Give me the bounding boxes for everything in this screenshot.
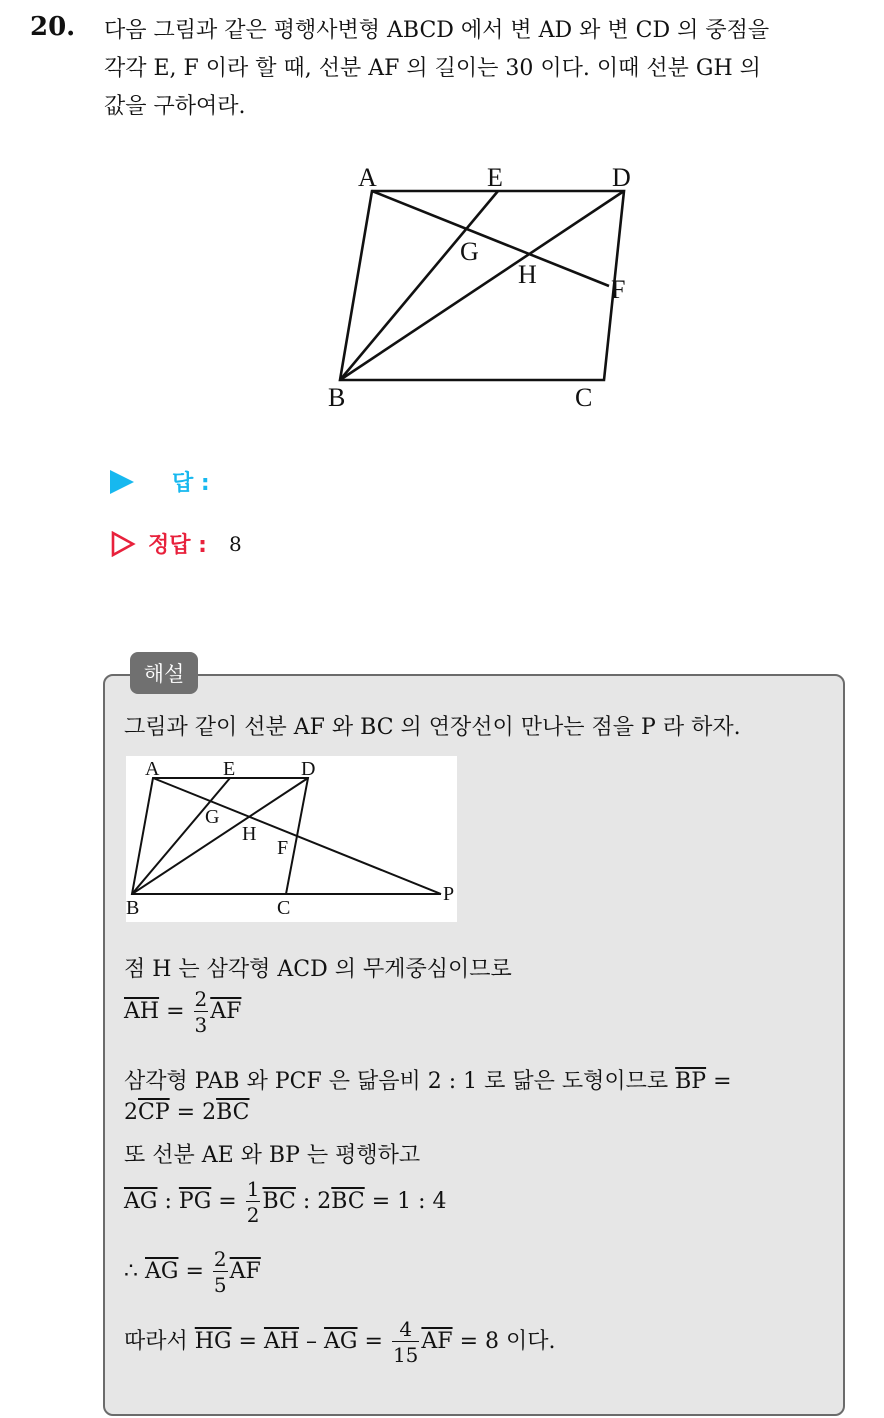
extended-figure bbox=[126, 756, 457, 922]
label-e: E bbox=[487, 163, 503, 192]
filled-triangle-icon bbox=[110, 470, 134, 494]
solution-line-2: 점 H 는 삼각형 ACD 의 무게중심이므로 bbox=[124, 957, 512, 982]
correct-answer-row bbox=[110, 528, 242, 559]
label-a-2: A bbox=[145, 758, 160, 780]
solution-line-5: 또 선분 AE 와 BP 는 평행하고 bbox=[124, 1143, 421, 1168]
question-number: 20. bbox=[30, 12, 76, 42]
question-line: 다음 그림과 같은 평행사변형 ABCD 에서 변 AD 와 변 CD 의 중점을 bbox=[104, 18, 770, 43]
solution-line-3: 삼각형 PAB 와 PCF 은 닮음비 2 : 1 로 닮은 도형이므로 $\overline{BP}$ = bbox=[124, 1069, 732, 1094]
fraction: $\frac{2}{5}$ bbox=[213, 1247, 227, 1297]
label-p-2: P bbox=[443, 883, 455, 905]
equation-ratio: $\overline{AG}$ : $\overline{PG}$ = $\frac{1}{2}$ $\overline{BC}$ : $2\overline{BC} = 1$ : 4 bbox=[124, 1177, 447, 1227]
equation-ah: $\overline{AH}$ = $\frac{2}{3}$ $\overline{AF}$ bbox=[124, 987, 242, 1037]
correct-answer-value: 8 bbox=[228, 531, 242, 556]
fraction: $\frac{2}{3}$ bbox=[194, 987, 208, 1037]
equation-ag: ∴ $\overline{AG}$ = $\frac{2}{5}$ $\overline{AF}$ bbox=[124, 1247, 261, 1297]
label-d-2: D bbox=[301, 758, 316, 780]
fraction: $\frac{1}{2}$ bbox=[246, 1177, 260, 1227]
fraction: $\frac{4}{15}$ bbox=[392, 1317, 419, 1367]
solution-tag: 해설 bbox=[130, 652, 198, 694]
segment-af bbox=[372, 191, 609, 286]
outline-triangle-icon bbox=[110, 531, 136, 557]
label-c-2: C bbox=[277, 897, 291, 919]
label-f-2: F bbox=[277, 837, 289, 859]
segment-bd bbox=[340, 191, 624, 380]
segment-be bbox=[340, 191, 498, 380]
question-line: 값을 구하여라. bbox=[104, 94, 246, 119]
label-h-2: H bbox=[242, 823, 257, 845]
answer-row bbox=[110, 466, 210, 497]
label-c: C bbox=[575, 383, 593, 412]
question-line: 각각 E, F 이라 할 때, 선분 AF 의 길이는 30 이다. 이때 선분 GH 의 bbox=[104, 56, 761, 81]
label-h: H bbox=[518, 260, 537, 289]
solution-line-1: 그림과 같이 선분 AF 와 BC 의 연장선이 만나는 점을 P 라 하자. bbox=[124, 715, 741, 740]
label-g-2: G bbox=[205, 806, 220, 828]
label-e-2: E bbox=[223, 758, 236, 780]
label-a: A bbox=[358, 163, 377, 192]
parallelogram-figure bbox=[0, 0, 884, 440]
solution-line-4: $2\overline{CP} = 2\overline{BC}$ bbox=[124, 1100, 250, 1125]
label-b-2: B bbox=[126, 897, 140, 919]
label-d: D bbox=[612, 163, 631, 192]
correct-answer-label: 정답 : bbox=[148, 533, 207, 558]
label-f: F bbox=[611, 275, 626, 304]
label-b: B bbox=[328, 383, 346, 412]
label-g: G bbox=[460, 237, 479, 266]
equation-hg: 따라서 $\overline{HG} = \overline{AH} - \overline{AG}$ = $\frac{4}{15}$ $\overline{AF} = 8$ 이다. bbox=[124, 1317, 556, 1367]
answer-label: 답 : bbox=[172, 471, 210, 496]
